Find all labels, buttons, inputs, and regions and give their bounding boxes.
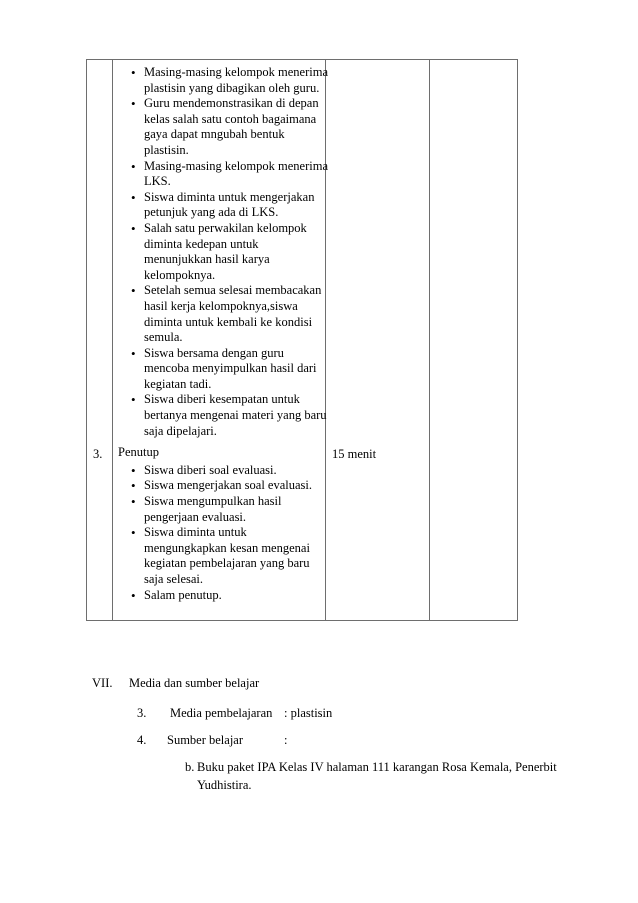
section-number: VII. — [92, 676, 113, 690]
list-item: • Masing-masing kelompok menerima plastisin yang dibagikan oleh guru. — [118, 65, 328, 96]
list-item: • Siswa diminta untuk mengungkapkan kesan mengenai kegiatan pembelajaran yang baru saja selesai. — [118, 525, 328, 587]
reference-letter: b. — [185, 760, 195, 774]
list-item: • Siswa bersama dengan guru mencoba menyimpulkan hasil dari kegiatan tadi. — [118, 346, 328, 393]
list-item: • Siswa diberi kesempatan untuk bertanya mengenai materi yang baru saja dipelajari. — [118, 392, 328, 439]
closing-heading: Penutup — [118, 445, 159, 460]
activity-list — [118, 65, 328, 439]
list-item: • Siswa diberi soal evaluasi. — [118, 463, 328, 479]
reference-text: Buku paket IPA Kelas IV halaman 111 karangan Rosa Kemala, Penerbit Yudhistira. — [197, 760, 557, 792]
column-divider — [429, 60, 430, 620]
activity-content — [118, 65, 328, 603]
list-item: • Salam penutup. — [118, 588, 328, 604]
item-value: : plastisin — [284, 706, 333, 720]
list-item: • Salah satu perwakilan kelompok diminta kedepan untuk menunjukkan hasil karya kelompoknya. — [118, 221, 328, 283]
column-divider — [112, 60, 113, 620]
list-item: • Setelah semua selesai membacakan hasil kerja kelompoknya,siswa diminta untuk kembali ke kondisi semula. — [118, 283, 328, 345]
item-label: Sumber belajar — [167, 733, 244, 747]
list-item: • Masing-masing kelompok menerima LKS. — [118, 159, 328, 190]
closing-list — [118, 463, 328, 603]
row-number: 3. — [93, 447, 103, 461]
list-item: • Siswa mengerjakan soal evaluasi. — [118, 478, 328, 494]
item-value: : — [284, 733, 288, 747]
item-number: 4. — [137, 733, 147, 747]
list-item: • Siswa mengumpulkan hasil pengerjaan evaluasi. — [118, 494, 328, 525]
list-item: • Guru mendemonstrasikan di depan kelas salah satu contoh bagaimana gaya dapat mngubah bentuk plastisin. — [118, 96, 328, 158]
section-title: Media dan sumber belajar — [129, 676, 260, 690]
list-item: • Siswa diminta untuk mengerjakan petunjuk yang ada di LKS. — [118, 190, 328, 221]
lesson-activity-table — [86, 59, 518, 621]
reference-entry — [185, 758, 595, 794]
duration-cell: 15 menit — [332, 447, 377, 461]
item-number: 3. — [137, 706, 147, 720]
item-label: Media pembelajaran — [170, 706, 273, 720]
